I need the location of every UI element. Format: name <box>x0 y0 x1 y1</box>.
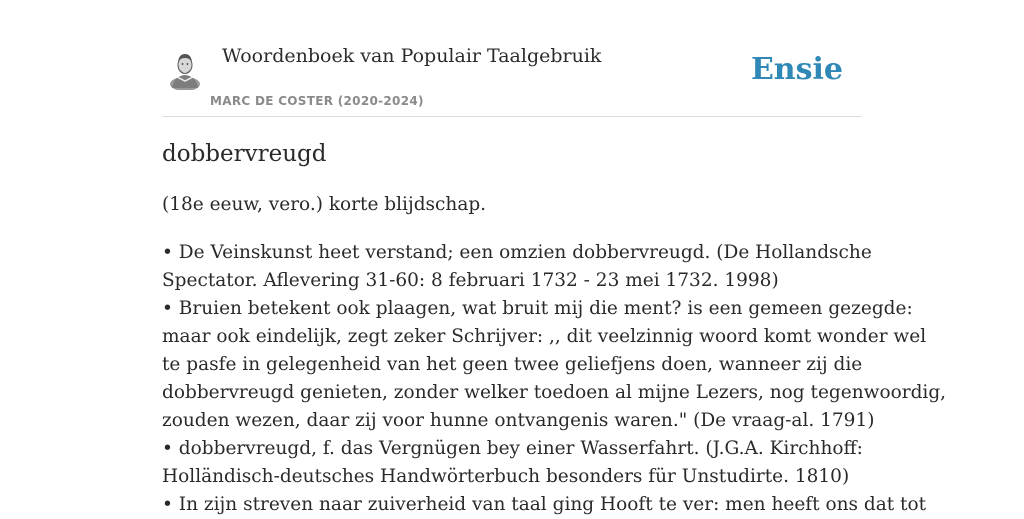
quotation-line: • De Veinskunst heet verstand; een omzien dobbervreugd. (De Hollandsche <box>162 242 872 263</box>
quotation-line: • Bruien betekent ook plaagen, wat bruit mij die ment? is een gemeen gezegde: <box>162 298 913 319</box>
entry-quotations <box>162 239 947 519</box>
quotation-line: Holländisch-deutsches Handwörterbuch besonders für Unstudirte. 1810) <box>162 466 850 487</box>
author-portrait-icon[interactable] <box>168 50 202 90</box>
quotation-line: maar ook eindelijk, zegt zeker Schrijver: ,, dit veelzinnig woord komt wonder wel <box>162 326 927 347</box>
entry-definition: (18e eeuw, vero.) korte blijdschap. <box>162 194 487 215</box>
page <box>162 0 947 515</box>
quotation-line: • In zijn streven naar zuiverheid van taal ging Hooft te ver: men heeft ons dat tot <box>162 494 927 515</box>
entry-headword: dobbervreugd <box>162 141 327 167</box>
site-header <box>162 0 862 117</box>
brand-logo-link[interactable]: Ensie <box>750 52 843 87</box>
quotation-line: Spectator. Aflevering 31-60: 8 februari 1732 - 23 mei 1732. 1998) <box>162 270 779 291</box>
quotation-line: te pasfe in gelegenheid van het geen twee geliefjens doen, wanneer zij die <box>162 354 863 375</box>
site-author: MARC DE COSTER (2020-2024) <box>210 94 424 108</box>
quotation-line: dobbervreugd genieten, zonder welker toedoen al mijne Lezers, nog tegenwoordig, <box>162 382 947 403</box>
site-title[interactable]: Woordenboek van Populair Taalgebruik <box>222 45 602 67</box>
quotation-line: • dobbervreugd, f. das Vergnügen bey einer Wasserfahrt. (J.G.A. Kirchhoff: <box>162 438 863 459</box>
quotation-line: zouden wezen, daar zij voor hunne ontvangenis waren." (De vraag-al. 1791) <box>162 410 875 431</box>
